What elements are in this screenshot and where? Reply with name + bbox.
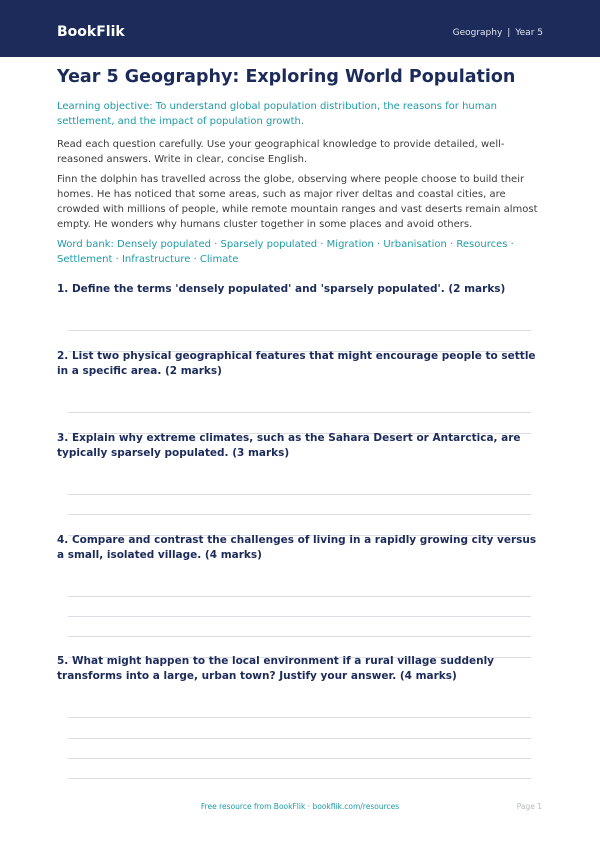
answer-line[interactable]	[68, 778, 531, 779]
question-1: 1. Define the terms 'densely populated' and 'sparsely populated'. (2 marks)	[57, 283, 506, 295]
word-bank: Word bank: Densely populated · Sparsely populated · Migration · Urbanisation · Resources · Settlement · Infrastructure · Climate	[57, 239, 514, 265]
year-label: Year 5	[515, 28, 543, 38]
header-separator: |	[507, 28, 511, 38]
page-title: Year 5 Geography: Exploring World Population	[57, 67, 516, 87]
answer-line[interactable]	[68, 717, 531, 718]
answer-line[interactable]	[68, 738, 531, 739]
header-bar	[0, 0, 600, 57]
header-meta	[453, 27, 543, 39]
instructions: Read each question carefully. Use your geographical knowledge to provide detailed, well-reasoned answers. Write in clear, concise English.	[57, 139, 505, 165]
story-paragraph: Finn the dolphin has travelled across the globe, observing where people choose to build their homes. He has noticed that some areas, such as major river deltas and coastal cities, are crowded with millions of people, while remote mountain ranges and vast deserts remain almost empty. He wonders why humans cluster together in some places and avoid others.	[57, 174, 538, 230]
brand-logo: BookFlik	[57, 24, 125, 40]
page-number: Page 1	[516, 802, 542, 811]
question-3: 3. Explain why extreme climates, such as the Sahara Desert or Antarctica, are typically sparsely populated. (3 marks)	[57, 432, 521, 459]
subject-label: Geography	[452, 28, 503, 38]
question-5: 5. What might happen to the local environment if a rural village suddenly transforms into a large, urban town? Justify your answer. (4 marks)	[57, 655, 495, 682]
answer-line[interactable]	[68, 514, 531, 515]
answer-line[interactable]	[68, 412, 531, 413]
answer-line[interactable]	[68, 616, 531, 617]
answer-line[interactable]	[68, 494, 531, 495]
learning-objective: Learning objective: To understand global population distribution, the reasons for human settlement, and the impact of population growth.	[57, 101, 497, 127]
answer-line[interactable]	[68, 758, 531, 759]
answer-line[interactable]	[68, 596, 531, 597]
answer-line[interactable]	[68, 636, 531, 637]
question-4: 4. Compare and contrast the challenges of living in a rapidly growing city versus a small, isolated village. (4 marks)	[57, 534, 537, 561]
answer-line[interactable]	[68, 330, 531, 331]
question-2: 2. List two physical geographical features that might encourage people to settle in a specific area. (2 marks)	[57, 350, 536, 377]
footer-credit: Free resource from BookFlik · bookflik.com/resources	[200, 802, 400, 811]
